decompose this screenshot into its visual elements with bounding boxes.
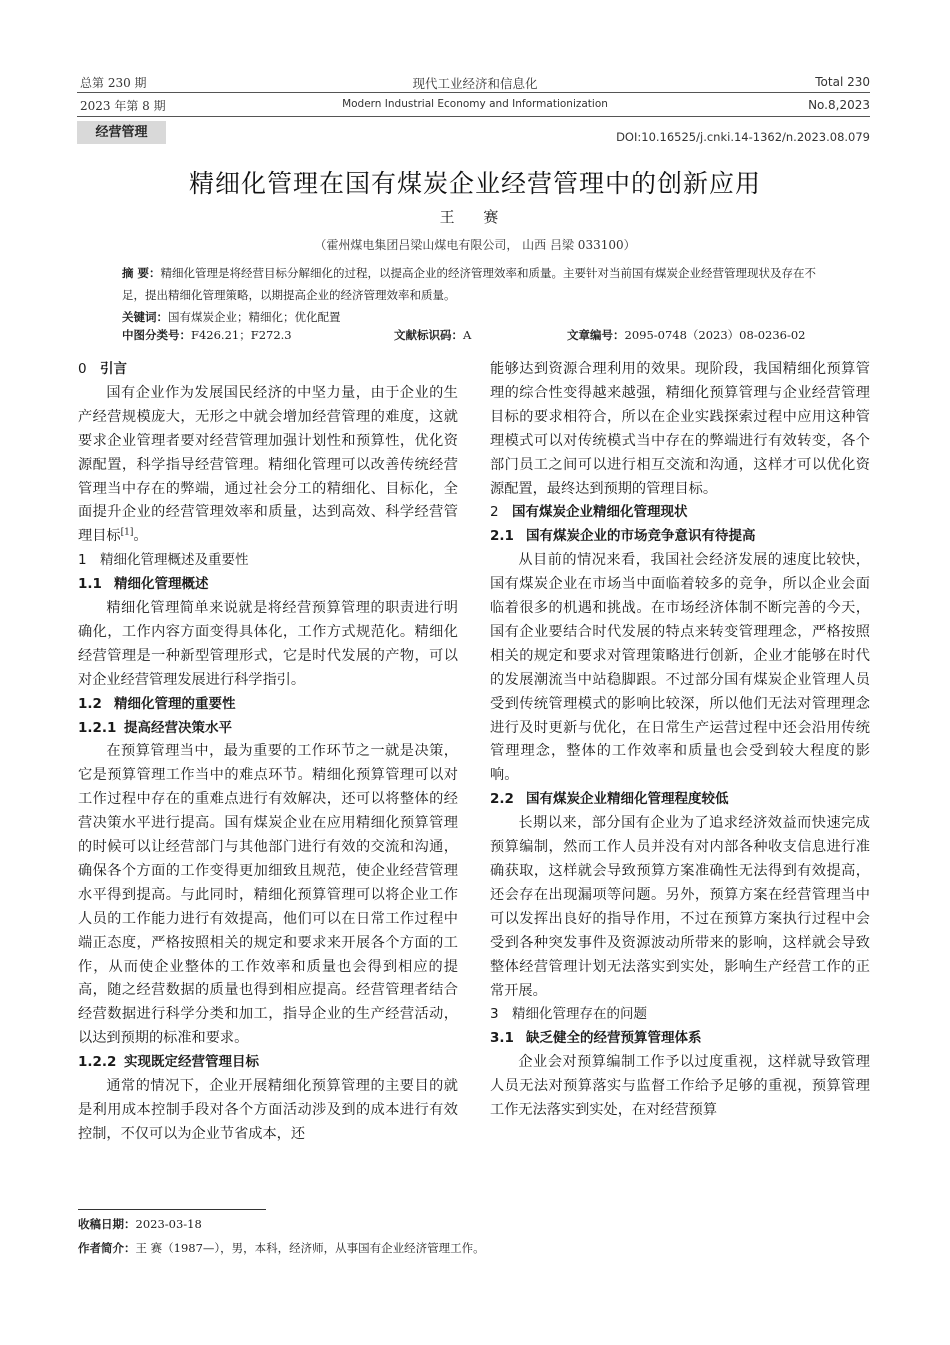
section-tag: 经营管理 [77, 121, 166, 144]
paragraph-intro: 国有企业作为发展国民经济的中坚力量，由于企业的生产经营规模庞大，无形之中就会增加经营管理的难度，这就要求企业管理者要对经营管理加强计划性和预算性，优化资源配置，科学指导经营管理。精细化管理可以改善传统经营管理当中存在的弊端，通过社会分工的精细化、目标化，全面提升企业的经营管理效率和质量，达到高效、科学经营管理目标[1]。 [78, 384, 458, 545]
keywords-text: 国有煤炭企业；精细化；优化配置 [168, 310, 341, 324]
article-no-value: 2095-0748（2023）08-0236-02 [624, 328, 806, 342]
heading-3: 3 精细化管理存在的问题 [490, 1006, 647, 1023]
heading-1-2-1: 1.2.1 提高经营决策水平 [78, 719, 232, 736]
right-column [490, 358, 870, 1123]
header-issue-cn: 2023 年第 8 期 [80, 99, 166, 113]
heading-2-1: 2.1 国有煤炭企业的市场竞争意识有待提高 [490, 528, 756, 545]
heading-2: 2 国有煤炭企业精细化管理现状 [490, 504, 688, 521]
abstract [122, 262, 834, 328]
author: 王 赛 [439, 208, 511, 226]
clc-label: 中图分类号： [122, 328, 191, 342]
clc-value: F426.21；F272.3 [191, 328, 292, 342]
header-journal-en: Modern Industrial Economy and Informationization [342, 98, 608, 110]
paragraph-1-2-2-a: 通常的情况下，企业开展精细化预算管理的主要目的就是利用成本控制手段对各个方面活动涉及到的成本进行有效控制，不仅可以为企业节省成本，还 [78, 1078, 458, 1142]
header-rule-bottom [77, 116, 870, 117]
heading-3-1: 3.1 缺乏健全的经营预算管理体系 [490, 1030, 702, 1047]
left-column [78, 358, 458, 1147]
abstract-label: 摘 要： [122, 266, 161, 280]
header-rule-top [77, 92, 870, 93]
heading-1: 1 精细化管理概述及重要性 [78, 552, 249, 569]
header-journal-cn: 现代工业经济和信息化 [412, 76, 538, 91]
heading-2-2: 2.2 国有煤炭企业精细化管理程度较低 [490, 791, 729, 808]
author-bio: 作者简介：王 赛（1987—），男，本科，经济师，从事国有企业经济管理工作。 [78, 1241, 485, 1255]
doc-code [394, 327, 471, 343]
article-no [567, 327, 806, 343]
paragraph-1-2-1: 在预算管理当中，最为重要的工作环节之一就是决策，它是预算管理工作当中的难点环节。精细化预算管理可以对工作过程中存在的重难点进行有效解决，还可以将整体的经营决策水平进行提高。国有煤炭企业在应用精细化预算管理的时候可以让经营部门与其他部门进行有效的交流和沟通，确保各个方面的工作变得更加细致且规范，使企业经营管理水平得到提高。与此同时，精细化预算管理可以将企业工作人员的工作能力进行有效提高，他们可以在日常工作过程中端正态度，严格按照相关的规定和要求来开展各个方面的工作，从而使企业整体的工作效率和质量也会得到相应的提高，随之经营数据的质量也得到相应提高。经营管理者结合经营数据进行科学分类和加工，指导企业的生产经营活动，以达到预期的标准和要求。 [78, 743, 458, 1047]
heading-1-2: 1.2 精细化管理的重要性 [78, 695, 236, 712]
heading-1-1: 1.1 精细化管理概述 [78, 576, 209, 593]
footnote-rule [78, 1209, 266, 1210]
article-title: 精细化管理在国有煤炭企业经营管理中的创新应用 [188, 169, 761, 198]
doc-code-value: A [463, 328, 472, 342]
paragraph-3-1: 企业会对预算编制工作予以过度重视，这样就导致管理人员无法对预算落实与监督工作给予足够的重视，预算管理工作无法落实到实处，在对经营预算 [490, 1054, 870, 1119]
paragraph-2-2: 长期以来，部分国有企业为了追求经济效益而快速完成预算编制，然而工作人员并没有对内部各种收支信息进行准确获取，这样就会导致预算方案准确性无法得到有效提高，还会存在出现漏项等问题。另外，预算方案在经营管理当中可以发挥出良好的指导作用，不过在预算方案执行过程中会受到各种突发事件及资源波动所带来的影响，这样就会导致整体经营管理计划无法落实到实处，影响生产经营工作的正常开展。 [490, 815, 870, 999]
header-issue-en: No.8,2023 [808, 98, 870, 112]
heading-1-2-2: 1.2.2 实现既定经营管理目标 [78, 1054, 259, 1071]
paragraph-1-2-2-b: 能够达到资源合理利用的效果。现阶段，我国精细化预算管理的综合性变得越来越强，精细化预算管理与企业经营管理目标的要求相符合，所以在企业实践探索过程中应用这种管理模式可以对传统模式当中存在的弊端进行有效转变，各个部门员工之间可以进行相互交流和沟通，这样才可以优化资源配置，最终达到预期的管理目标。 [490, 361, 870, 497]
article-no-label: 文章编号： [567, 328, 625, 342]
keywords-label: 关键词： [122, 310, 168, 324]
clc [122, 327, 292, 343]
paragraph-1-1: 精细化管理简单来说就是将经营预算管理的职责进行明确化，工作内容方面变得具体化，工作方式规范化。精细化经营管理是一种新型管理形式，它是时代发展的产物，可以对企业经营管理发展进行科学指引。 [78, 600, 458, 688]
affiliation: （霍州煤电集团吕梁山煤电有限公司， 山西 吕梁 033100） [314, 238, 636, 252]
abstract-text: 精细化管理是将经营目标分解细化的过程，以提高企业的经济管理效率和质量。主要针对当前国有煤炭企业经营管理现状及存在不足，提出精细化管理策略，以期提高企业的经济管理效率和质量。 [122, 266, 817, 302]
heading-0: 0 引言 [78, 361, 127, 377]
doc-code-label: 文献标识码： [394, 328, 463, 342]
doi: DOI:10.16525/j.cnki.14-1362/n.2023.08.079 [616, 130, 870, 144]
paragraph-2-1: 从目前的情况来看，我国社会经济发展的速度比较快，国有煤炭企业在市场当中面临着较多的竞争，所以企业会面临着很多的机遇和挑战。在市场经济体制不断完善的今天，国有企业要结合时代发展的特点来转变管理理念，严格按照相关的规定和要求对管理策略进行创新，企业才能够在时代的发展潮流当中站稳脚跟。不过部分国有煤炭企业管理人员受到传统管理模式的影响比较深，所以他们无法对管理理念进行及时更新与优化，在日常生产运营过程中还会沿用传统管理理念，整体的工作效率和质量也会受到较大程度的影响。 [490, 552, 870, 784]
header-total-en: Total 230 [815, 75, 870, 89]
header-total-cn: 总第 230 期 [80, 76, 147, 90]
citation-ref: [1] [120, 527, 134, 538]
received-date: 收稿日期：2023-03-18 [78, 1217, 202, 1231]
